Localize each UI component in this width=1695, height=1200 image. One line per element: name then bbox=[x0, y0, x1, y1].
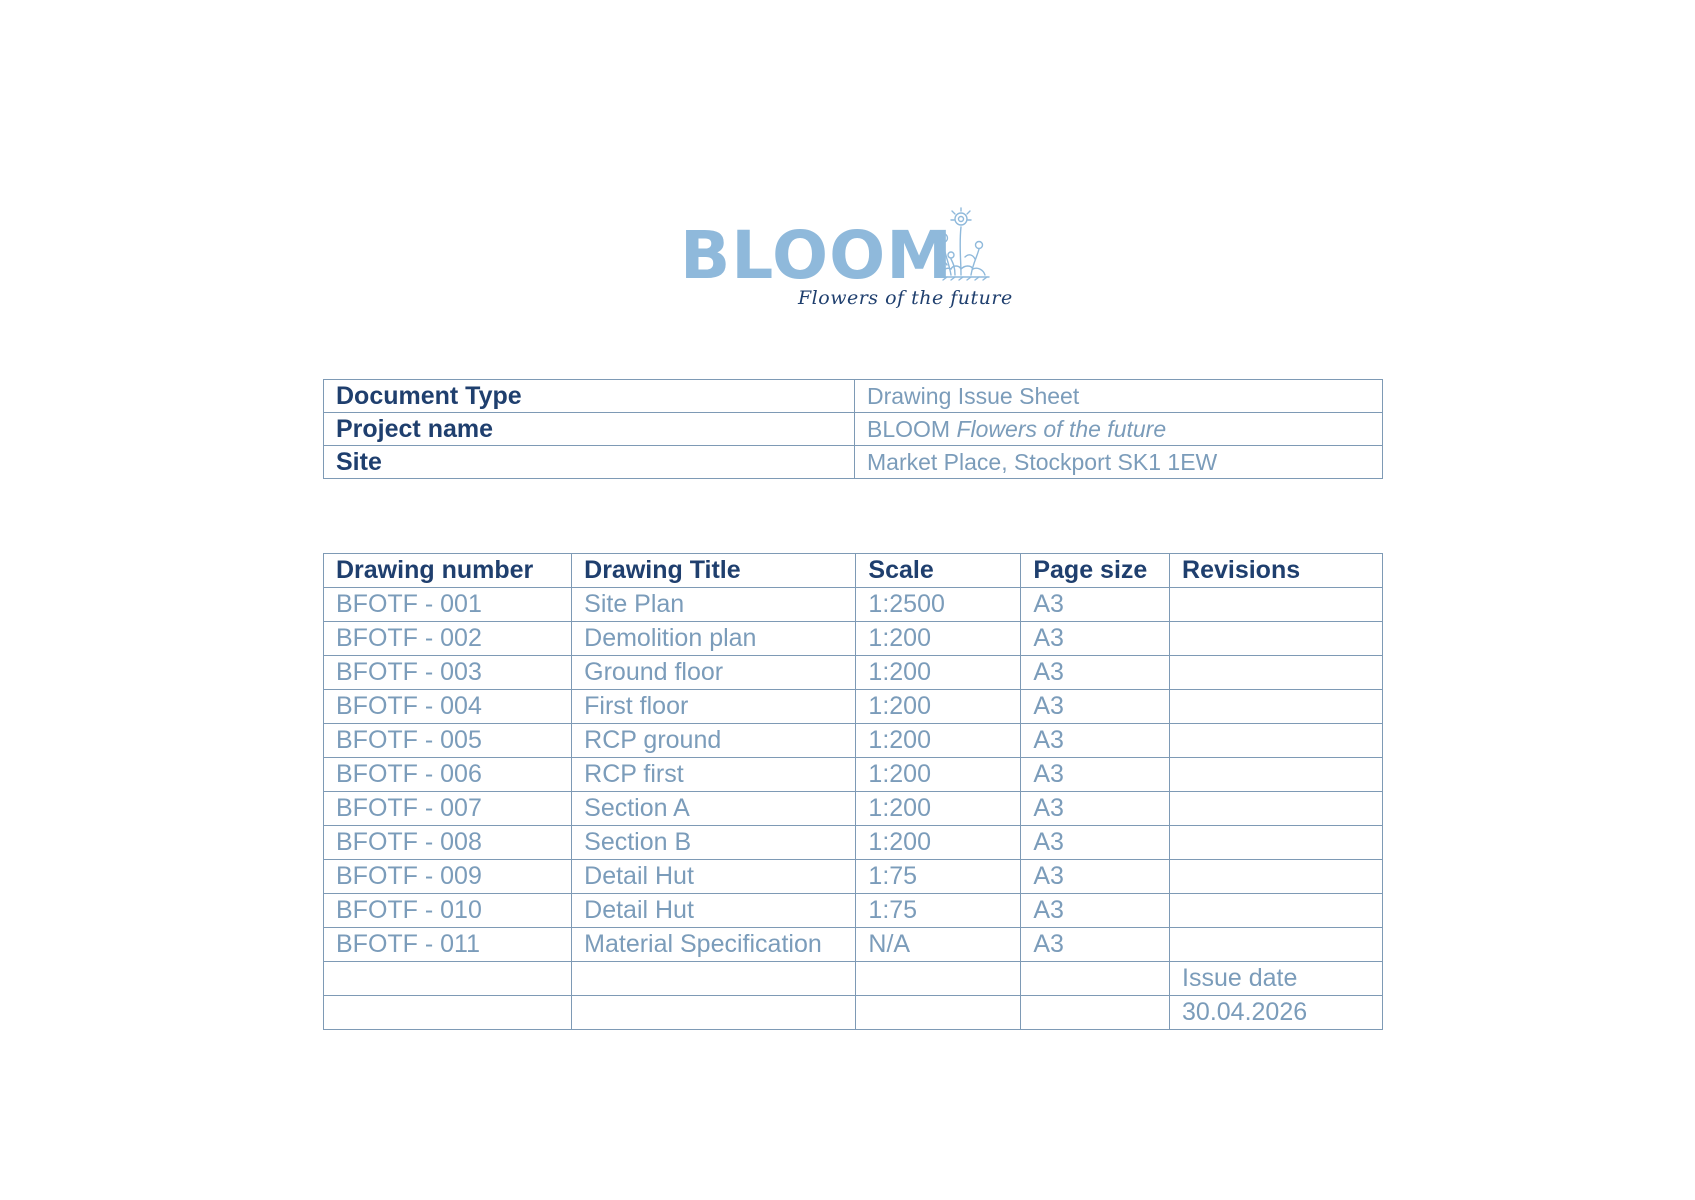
empty-cell bbox=[856, 962, 1021, 996]
page-size-cell: A3 bbox=[1021, 724, 1170, 758]
empty-cell bbox=[856, 996, 1021, 1030]
drawing-title-cell: RCP first bbox=[572, 758, 856, 792]
issue-date-label: Issue date bbox=[1170, 962, 1383, 996]
table-row bbox=[324, 758, 1383, 792]
table-row bbox=[324, 894, 1383, 928]
revision-cell bbox=[1170, 792, 1383, 826]
logo-tagline: Flowers of the future bbox=[798, 287, 1013, 309]
scale-cell: 1:200 bbox=[856, 826, 1021, 860]
drawing-title-cell: Demolition plan bbox=[572, 622, 856, 656]
empty-cell bbox=[324, 962, 572, 996]
drawing-title-cell: RCP ground bbox=[572, 724, 856, 758]
drawing-number-cell: BFOTF - 004 bbox=[324, 690, 572, 724]
table-row bbox=[324, 588, 1383, 622]
scale-cell: 1:200 bbox=[856, 622, 1021, 656]
empty-cell bbox=[324, 996, 572, 1030]
revision-cell bbox=[1170, 622, 1383, 656]
empty-cell bbox=[572, 962, 856, 996]
table-row bbox=[324, 724, 1383, 758]
revision-cell bbox=[1170, 860, 1383, 894]
drawing-number-cell: BFOTF - 006 bbox=[324, 758, 572, 792]
header-revisions: Revisions bbox=[1170, 554, 1383, 588]
drawing-title-cell: Section B bbox=[572, 826, 856, 860]
table-row bbox=[324, 860, 1383, 894]
project-name-italic: Flowers of the future bbox=[956, 415, 1167, 442]
info-row-document-type bbox=[324, 380, 1383, 413]
drawing-number-cell: BFOTF - 005 bbox=[324, 724, 572, 758]
page-size-cell: A3 bbox=[1021, 928, 1170, 962]
drawing-number-cell: BFOTF - 003 bbox=[324, 656, 572, 690]
empty-cell bbox=[572, 996, 856, 1030]
revision-cell bbox=[1170, 656, 1383, 690]
drawing-number-cell: BFOTF - 002 bbox=[324, 622, 572, 656]
flowers-illustration-icon bbox=[925, 205, 1005, 285]
table-row bbox=[324, 928, 1383, 962]
drawing-title-cell: Ground floor bbox=[572, 656, 856, 690]
page-size-cell: A3 bbox=[1021, 690, 1170, 724]
empty-cell bbox=[1021, 962, 1170, 996]
table-row bbox=[324, 792, 1383, 826]
page-size-cell: A3 bbox=[1021, 792, 1170, 826]
site-label: Site bbox=[324, 446, 855, 479]
scale-cell: N/A bbox=[856, 928, 1021, 962]
drawing-title-cell: Section A bbox=[572, 792, 856, 826]
issue-date-label-row bbox=[324, 962, 1383, 996]
table-row bbox=[324, 826, 1383, 860]
scale-cell: 1:200 bbox=[856, 724, 1021, 758]
page-size-cell: A3 bbox=[1021, 588, 1170, 622]
page-size-cell: A3 bbox=[1021, 656, 1170, 690]
site-value: Market Place, Stockport SK1 1EW bbox=[855, 446, 1383, 479]
drawing-title-cell: Site Plan bbox=[572, 588, 856, 622]
page-size-cell: A3 bbox=[1021, 860, 1170, 894]
revision-cell bbox=[1170, 894, 1383, 928]
page-size-cell: A3 bbox=[1021, 758, 1170, 792]
table-row bbox=[324, 656, 1383, 690]
issue-date-value: 30.04.2026 bbox=[1170, 996, 1383, 1030]
drawing-register-table bbox=[323, 553, 1383, 1030]
empty-cell bbox=[1021, 996, 1170, 1030]
drawing-number-cell: BFOTF - 010 bbox=[324, 894, 572, 928]
scale-cell: 1:2500 bbox=[856, 588, 1021, 622]
revision-cell bbox=[1170, 928, 1383, 962]
page-size-cell: A3 bbox=[1021, 894, 1170, 928]
scale-cell: 1:200 bbox=[856, 792, 1021, 826]
scale-cell: 1:75 bbox=[856, 894, 1021, 928]
info-row-project-name bbox=[324, 413, 1383, 446]
drawing-number-cell: BFOTF - 007 bbox=[324, 792, 572, 826]
page-size-cell: A3 bbox=[1021, 826, 1170, 860]
scale-cell: 1:200 bbox=[856, 690, 1021, 724]
bloom-logo bbox=[680, 205, 1020, 315]
page-size-cell: A3 bbox=[1021, 622, 1170, 656]
project-name-value bbox=[855, 413, 1383, 446]
scale-cell: 1:75 bbox=[856, 860, 1021, 894]
project-name-label: Project name bbox=[324, 413, 855, 446]
table-row bbox=[324, 690, 1383, 724]
header-drawing-number: Drawing number bbox=[324, 554, 572, 588]
document-info-table bbox=[323, 379, 1383, 479]
project-name-main: BLOOM bbox=[867, 415, 951, 442]
drawing-number-cell: BFOTF - 011 bbox=[324, 928, 572, 962]
drawing-number-cell: BFOTF - 008 bbox=[324, 826, 572, 860]
drawing-title-cell: Material Specification bbox=[572, 928, 856, 962]
drawing-title-cell: First floor bbox=[572, 690, 856, 724]
drawing-number-cell: BFOTF - 009 bbox=[324, 860, 572, 894]
revision-cell bbox=[1170, 690, 1383, 724]
scale-cell: 1:200 bbox=[856, 656, 1021, 690]
drawing-title-cell: Detail Hut bbox=[572, 894, 856, 928]
header-page-size: Page size bbox=[1021, 554, 1170, 588]
logo-wordmark: BLOOM bbox=[680, 217, 953, 294]
table-row bbox=[324, 622, 1383, 656]
issue-date-row bbox=[324, 996, 1383, 1030]
info-row-site bbox=[324, 446, 1383, 479]
revision-cell bbox=[1170, 724, 1383, 758]
revision-cell bbox=[1170, 588, 1383, 622]
revision-cell bbox=[1170, 758, 1383, 792]
drawing-title-cell: Detail Hut bbox=[572, 860, 856, 894]
header-drawing-title: Drawing Title bbox=[572, 554, 856, 588]
table-header-row bbox=[324, 554, 1383, 588]
revision-cell bbox=[1170, 826, 1383, 860]
drawing-number-cell: BFOTF - 001 bbox=[324, 588, 572, 622]
document-type-value: Drawing Issue Sheet bbox=[855, 380, 1383, 413]
document-type-label: Document Type bbox=[324, 380, 855, 413]
header-scale: Scale bbox=[856, 554, 1021, 588]
scale-cell: 1:200 bbox=[856, 758, 1021, 792]
